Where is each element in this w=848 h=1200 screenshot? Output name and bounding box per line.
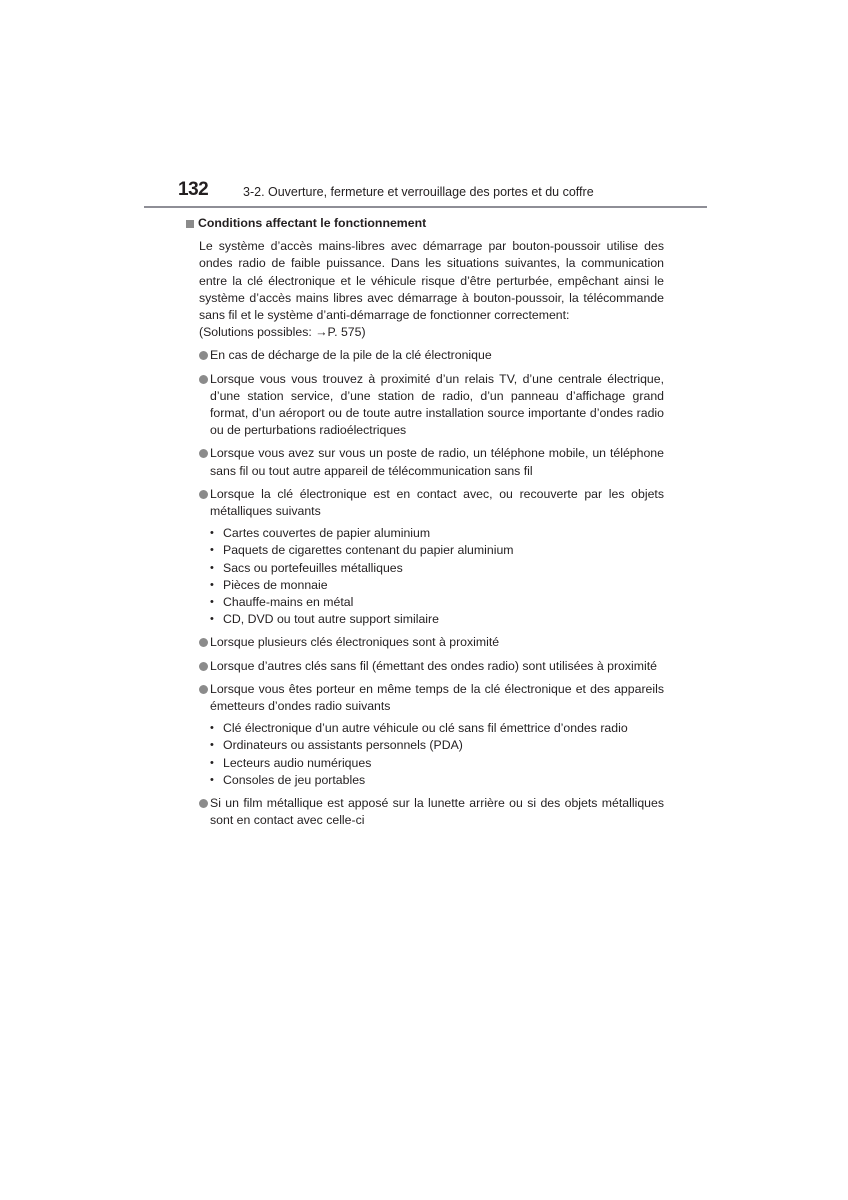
round-bullet-icon	[199, 490, 208, 499]
sub-item-text: Lecteurs audio numériques	[223, 755, 372, 770]
condition-item	[186, 795, 664, 829]
sub-item-text: Sacs ou portefeuilles métalliques	[223, 560, 403, 575]
sub-list-item	[186, 737, 664, 754]
sub-item-text: Chauffe-mains en métal	[223, 595, 354, 610]
sub-list	[186, 720, 664, 789]
condition-text: Lorsque d’autres clés sans fil (émettant des ondes radio) sont utilisées à proximité	[210, 658, 658, 673]
condition-item	[186, 486, 664, 520]
sub-list	[186, 525, 664, 628]
condition-text: Lorsque plusieurs clés électroniques sont à proximité	[210, 635, 500, 650]
intro-paragraph	[199, 238, 664, 341]
condition-text: Lorsque vous vous trouvez à proximité d’un relais TV, d’une centrale électrique, d’une station service, d’une station de radio, d’un panneau d’affichage grand format, d’un aéroport ou de toute autre installation source importante d’ondes radio ou de perturbations radioélectriques	[210, 371, 664, 438]
small-bullet-icon: •	[210, 544, 214, 557]
square-bullet-icon	[186, 220, 194, 228]
content-area	[186, 215, 664, 830]
intro-text: Le système d’accès mains-libres avec démarrage par bouton-poussoir utilise des ondes radio de faible puissance. Dans les situations suivantes, la communication entre la clé électronique et le véhicule risque d’être perturbée, empêchant ainsi le système d’accès mains libres avec démarrage à bouton-poussoir, la télécommande sans fil et le système d’anti-démarrage de fonctionner correctement:	[199, 239, 664, 323]
condition-text: Si un film métallique est apposé sur la lunette arrière ou si des objets métalliques sont en contact avec celle-ci	[210, 796, 664, 828]
condition-text: Lorsque vous êtes porteur en même temps de la clé électronique et des appareils émetteurs d’ondes radio suivants	[210, 681, 664, 714]
section-heading	[186, 215, 664, 232]
section-title: Conditions affectant le fonctionnement	[198, 216, 427, 230]
condition-text: Lorsque vous avez sur vous un poste de radio, un téléphone mobile, un téléphone sans fil ou tout autre appareil de télécommunication sans fil	[210, 446, 664, 478]
sub-item-text: Pièces de monnaie	[223, 577, 328, 592]
small-bullet-icon: •	[210, 527, 214, 540]
round-bullet-icon	[199, 351, 208, 360]
condition-text: En cas de décharge de la pile de la clé électronique	[210, 348, 492, 363]
condition-text: Lorsque la clé électronique est en contact avec, ou recouverte par les objets métalliques suivants	[210, 486, 664, 519]
sub-item-text: Consoles de jeu portables	[223, 772, 366, 787]
solutions-reference: (Solutions possibles: →P. 575)	[199, 325, 366, 340]
sub-list-item	[186, 720, 664, 737]
small-bullet-icon: •	[210, 722, 214, 735]
condition-item	[186, 347, 664, 364]
small-bullet-icon: •	[210, 773, 214, 786]
small-bullet-icon: •	[210, 596, 214, 609]
small-bullet-icon: •	[210, 578, 214, 591]
sub-list-item	[186, 525, 664, 542]
condition-item	[186, 371, 664, 440]
sub-item-text: Clé électronique d’un autre véhicule ou clé sans fil émettrice d’ondes radio	[223, 721, 628, 736]
round-bullet-icon	[199, 449, 208, 458]
round-bullet-icon	[199, 375, 208, 384]
sub-item-text: Cartes couvertes de papier aluminium	[223, 526, 431, 541]
sub-list-item	[186, 611, 664, 628]
condition-item	[186, 658, 664, 675]
sub-list-item	[186, 560, 664, 577]
round-bullet-icon	[199, 662, 208, 671]
sub-item-text: CD, DVD ou tout autre support similaire	[223, 612, 439, 627]
small-bullet-icon: •	[210, 739, 214, 752]
condition-item	[186, 634, 664, 651]
sub-list-item	[186, 542, 664, 559]
chapter-title: 3-2. Ouverture, fermeture et verrouillage des portes et du coffre	[243, 185, 594, 199]
round-bullet-icon	[199, 685, 208, 694]
sub-list-item	[186, 594, 664, 611]
sub-list-item	[186, 577, 664, 594]
small-bullet-icon: •	[210, 561, 214, 574]
small-bullet-icon: •	[210, 613, 214, 626]
round-bullet-icon	[199, 638, 208, 647]
round-bullet-icon	[199, 799, 208, 808]
sub-item-text: Paquets de cigarettes contenant du papier aluminium	[223, 543, 514, 558]
condition-item	[186, 445, 664, 479]
page-number: 132	[178, 179, 209, 200]
condition-item	[186, 681, 664, 715]
small-bullet-icon: •	[210, 756, 214, 769]
sub-list-item	[186, 755, 664, 772]
sub-list-item	[186, 772, 664, 789]
sub-item-text: Ordinateurs ou assistants personnels (PDA)	[223, 738, 463, 753]
header-divider	[144, 206, 707, 208]
condition-list	[186, 347, 664, 829]
